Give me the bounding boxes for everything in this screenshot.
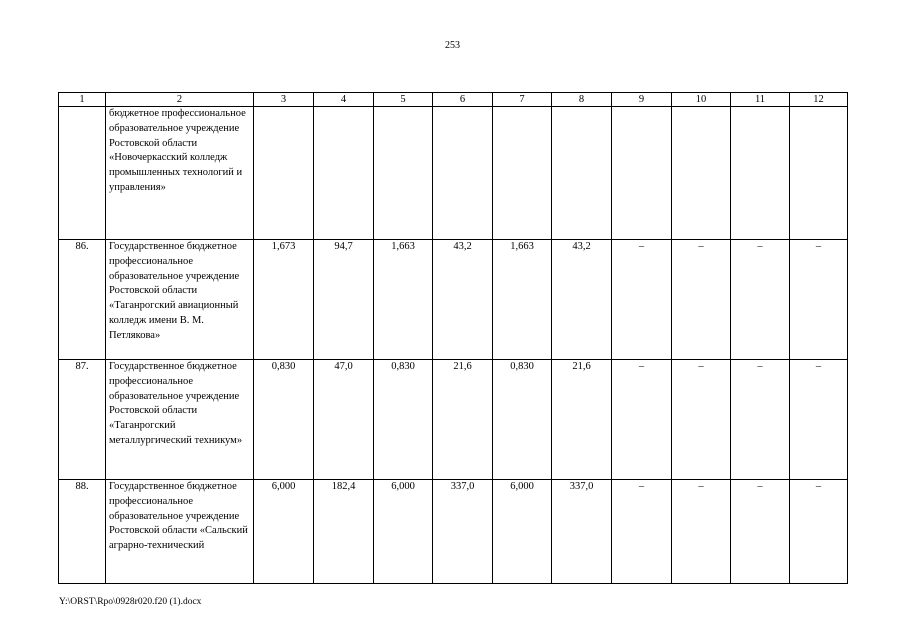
table-cell: –: [672, 240, 731, 360]
table-cell: [374, 107, 433, 240]
table-cell: –: [672, 480, 731, 584]
table-cell: [672, 107, 731, 240]
file-path-footer: Y:\ORST\Rpo\0928r020.f20 (1).docx: [59, 597, 202, 607]
table-cell: 94,7: [314, 240, 374, 360]
table-cell: 1,673: [254, 240, 314, 360]
page-number: 253: [445, 40, 460, 51]
table-cell: 337,0: [433, 480, 493, 584]
table-row: [59, 107, 848, 240]
table-cell: 6,000: [493, 480, 552, 584]
table-cell: –: [790, 360, 848, 480]
table-cell: [790, 107, 848, 240]
table-row: [59, 240, 848, 360]
row-number: 87.: [59, 360, 106, 480]
row-number: 88.: [59, 480, 106, 584]
table-cell: –: [672, 360, 731, 480]
table-cell: 21,6: [552, 360, 612, 480]
table-cell: –: [731, 240, 790, 360]
table-row: [59, 360, 848, 480]
table-cell: 1,663: [374, 240, 433, 360]
table-cell: –: [790, 480, 848, 584]
column-header: 2: [106, 93, 254, 107]
column-header: 1: [59, 93, 106, 107]
table-cell: –: [612, 480, 672, 584]
row-number: 86.: [59, 240, 106, 360]
table-cell: [552, 107, 612, 240]
column-header: 6: [433, 93, 493, 107]
column-header: 7: [493, 93, 552, 107]
column-header: 11: [731, 93, 790, 107]
table-cell: –: [612, 240, 672, 360]
column-header: 4: [314, 93, 374, 107]
table-cell: [493, 107, 552, 240]
table-cell: [314, 107, 374, 240]
column-header: 5: [374, 93, 433, 107]
table-row: [59, 480, 848, 584]
table-cell: [254, 107, 314, 240]
table-header-row: [59, 93, 848, 107]
institution-name: бюджетное профессиональное образовательное учреждение Ростовской области «Новочеркасский колледж промышленных технологий и управления»: [106, 107, 254, 240]
column-header: 12: [790, 93, 848, 107]
institution-name: Государственное бюджетное профессиональное образовательное учреждение Ростовской области «Таганрогский металлургический техникум»: [106, 360, 254, 480]
institution-name: Государственное бюджетное профессиональное образовательное учреждение Ростовской области «Сальский аграрно-технический: [106, 480, 254, 584]
table-cell: 47,0: [314, 360, 374, 480]
table-cell: 0,830: [493, 360, 552, 480]
table-cell: 43,2: [552, 240, 612, 360]
table-cell: [731, 107, 790, 240]
table-cell: [612, 107, 672, 240]
column-header: 9: [612, 93, 672, 107]
table-cell: –: [731, 360, 790, 480]
table-cell: –: [790, 240, 848, 360]
table-cell: 337,0: [552, 480, 612, 584]
table-cell: 6,000: [254, 480, 314, 584]
table-cell: 0,830: [254, 360, 314, 480]
table-cell: 6,000: [374, 480, 433, 584]
row-number: [59, 107, 106, 240]
table-cell: 21,6: [433, 360, 493, 480]
column-header: 3: [254, 93, 314, 107]
table-cell: –: [731, 480, 790, 584]
table-cell: 0,830: [374, 360, 433, 480]
column-header: 10: [672, 93, 731, 107]
table-cell: 1,663: [493, 240, 552, 360]
column-header: 8: [552, 93, 612, 107]
table-cell: –: [612, 360, 672, 480]
table-cell: 43,2: [433, 240, 493, 360]
table-cell: [433, 107, 493, 240]
table-cell: 182,4: [314, 480, 374, 584]
data-table: [58, 92, 848, 584]
institution-name: Государственное бюджетное профессиональное образовательное учреждение Ростовской области «Таганрогский авиационный колледж имени В. М. Петлякова»: [106, 240, 254, 360]
